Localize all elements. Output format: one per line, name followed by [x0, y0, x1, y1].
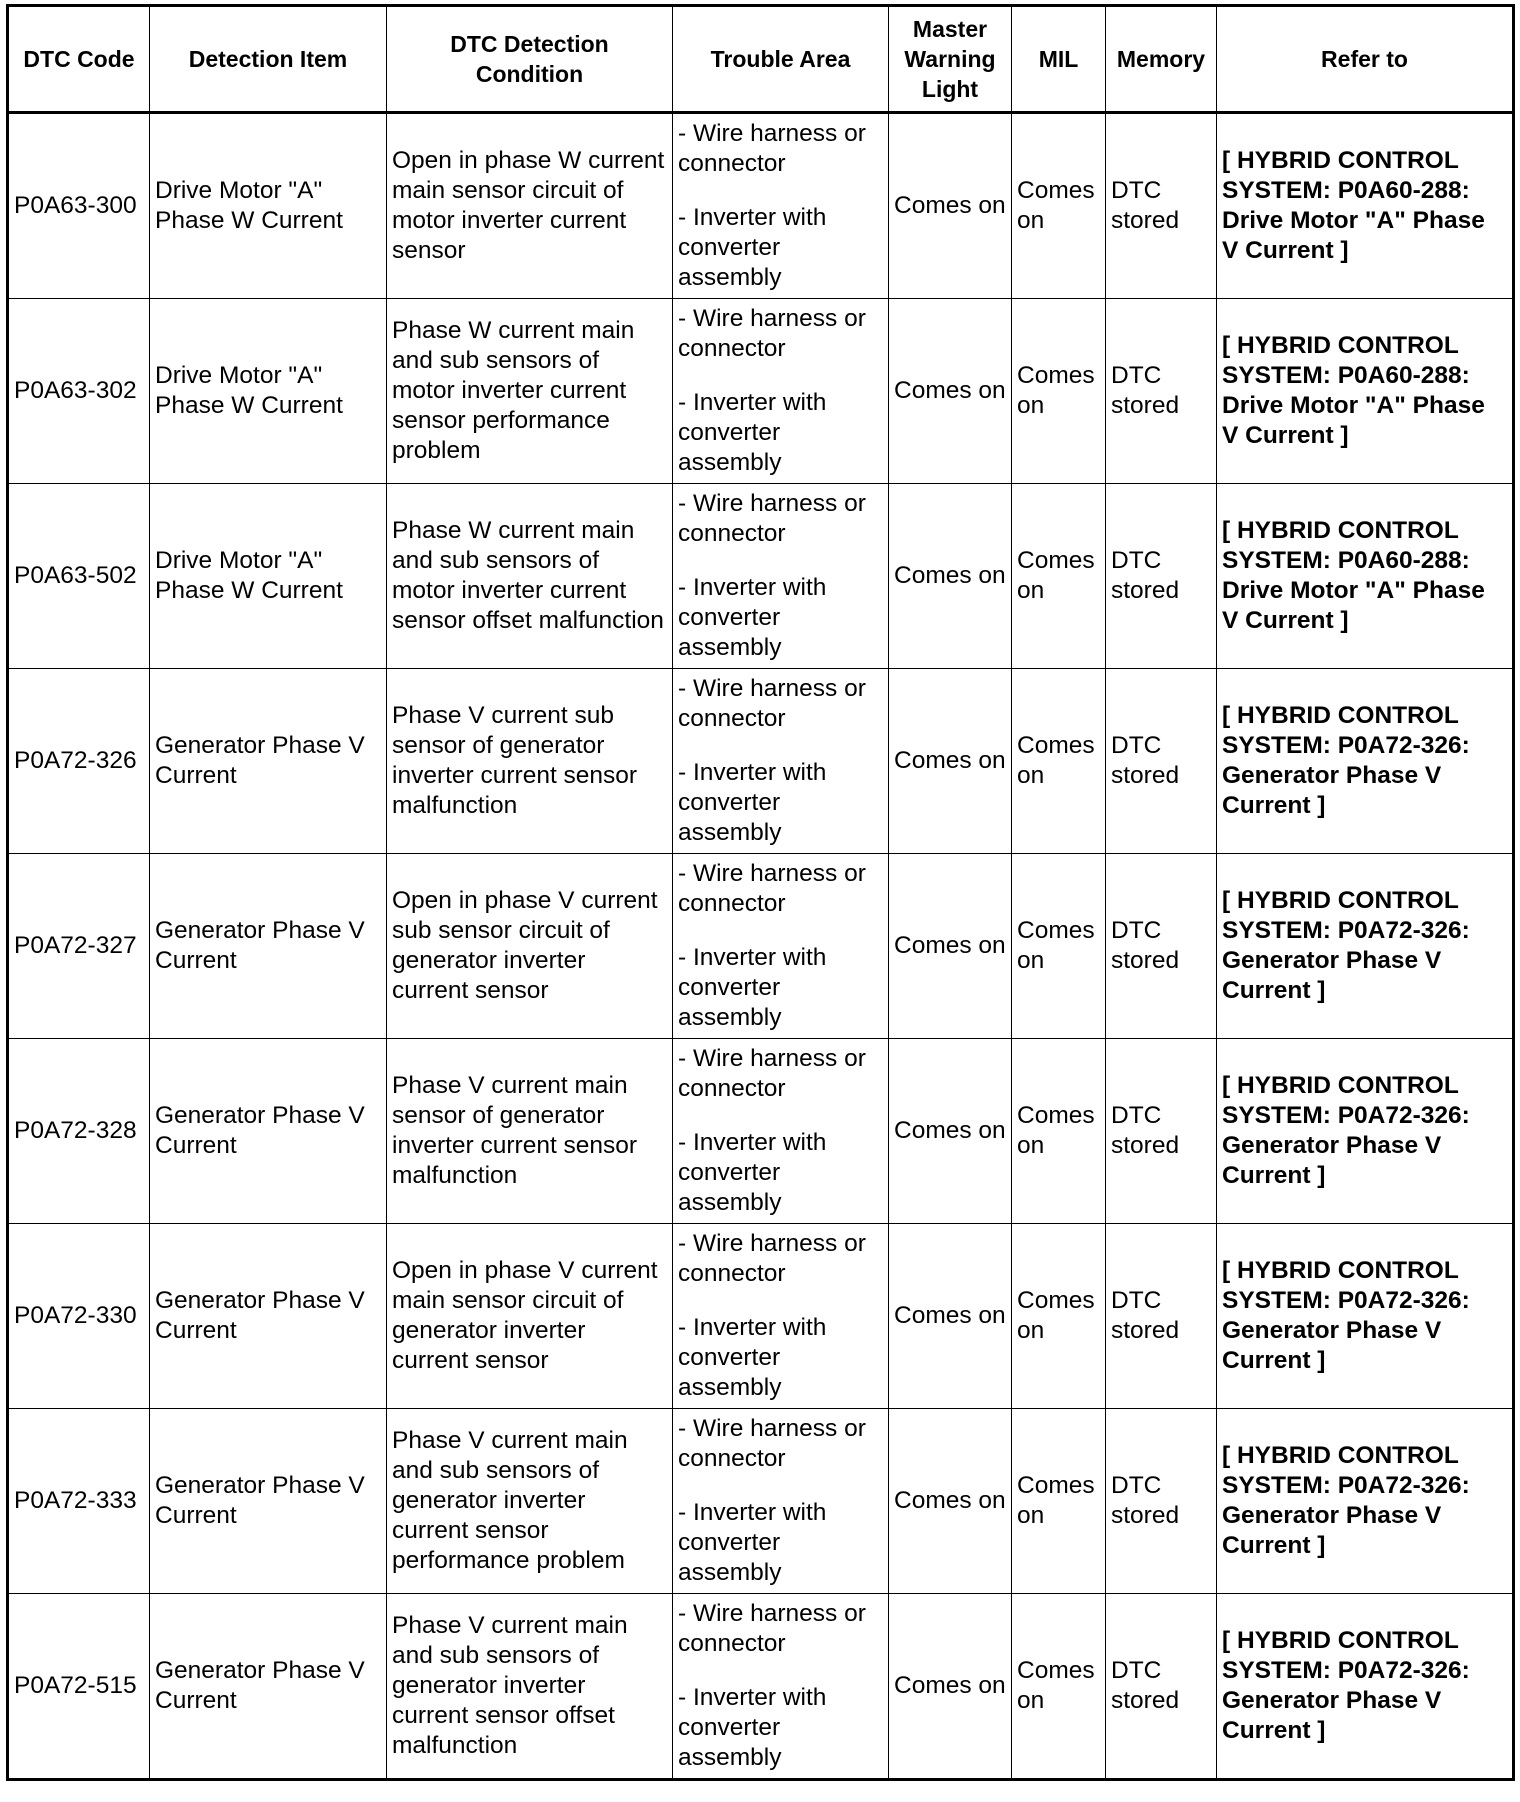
table-row [8, 484, 1514, 669]
cell-dtc-code: P0A72-330 [8, 1224, 150, 1409]
cell-dtc-code: P0A72-327 [8, 854, 150, 1039]
cell-detection-item: Generator Phase V Current [150, 1224, 387, 1409]
cell-dtc-code: P0A63-502 [8, 484, 150, 669]
cell-trouble-area [673, 854, 889, 1039]
cell-master-warning-light: Comes on [889, 854, 1012, 1039]
cell-mil: Comes on [1012, 669, 1106, 854]
header-row [8, 6, 1514, 113]
cell-detection-condition: Phase V current main and sub sensors of generator inverter current sensor offset malfunction [387, 1594, 673, 1780]
cell-mil: Comes on [1012, 1409, 1106, 1594]
cell-refer-to: [ HYBRID CONTROL SYSTEM: P0A60-288: Drive Motor "A" Phase V Current ] [1217, 484, 1514, 669]
cell-trouble-area [673, 113, 889, 299]
cell-dtc-code: P0A72-333 [8, 1409, 150, 1594]
trouble-area-wire: - Wire harness or connector [678, 1415, 866, 1472]
cell-memory: DTC stored [1106, 669, 1217, 854]
cell-refer-to: [ HYBRID CONTROL SYSTEM: P0A72-326: Generator Phase V Current ] [1217, 669, 1514, 854]
table-body [8, 113, 1514, 1780]
cell-trouble-area [673, 669, 889, 854]
trouble-area-wire: - Wire harness or connector [678, 1230, 866, 1287]
cell-detection-condition: Open in phase W current main sensor circuit of motor inverter current sensor [387, 113, 673, 299]
cell-master-warning-light: Comes on [889, 1594, 1012, 1780]
header-detection-item: Detection Item [150, 6, 387, 113]
cell-dtc-code: P0A63-300 [8, 113, 150, 299]
cell-trouble-area [673, 1224, 889, 1409]
cell-dtc-code: P0A72-326 [8, 669, 150, 854]
dtc-table-container [6, 4, 1515, 1781]
cell-detection-condition: Phase V current main and sub sensors of generator inverter current sensor performance problem [387, 1409, 673, 1594]
cell-refer-to: [ HYBRID CONTROL SYSTEM: P0A72-326: Generator Phase V Current ] [1217, 1594, 1514, 1780]
cell-memory: DTC stored [1106, 1039, 1217, 1224]
cell-detection-item: Generator Phase V Current [150, 1039, 387, 1224]
cell-detection-condition: Phase V current sub sensor of generator inverter current sensor malfunction [387, 669, 673, 854]
cell-memory: DTC stored [1106, 484, 1217, 669]
cell-trouble-area [673, 1594, 889, 1780]
cell-mil: Comes on [1012, 854, 1106, 1039]
cell-memory: DTC stored [1106, 299, 1217, 484]
cell-trouble-area [673, 299, 889, 484]
cell-detection-item: Drive Motor "A" Phase W Current [150, 113, 387, 299]
cell-master-warning-light: Comes on [889, 299, 1012, 484]
cell-master-warning-light: Comes on [889, 1039, 1012, 1224]
table-row [8, 299, 1514, 484]
trouble-area-inverter: - Inverter with converter assembly [678, 204, 827, 291]
dtc-table [6, 4, 1515, 1781]
header-mil: MIL [1012, 6, 1106, 113]
trouble-area-inverter: - Inverter with converter assembly [678, 944, 827, 1031]
trouble-area-inverter: - Inverter with converter assembly [678, 1314, 827, 1401]
trouble-area-wire: - Wire harness or connector [678, 120, 866, 177]
cell-refer-to: [ HYBRID CONTROL SYSTEM: P0A60-288: Drive Motor "A" Phase V Current ] [1217, 299, 1514, 484]
cell-dtc-code: P0A72-328 [8, 1039, 150, 1224]
cell-trouble-area [673, 1039, 889, 1224]
cell-detection-condition: Open in phase V current sub sensor circuit of generator inverter current sensor [387, 854, 673, 1039]
cell-detection-item: Generator Phase V Current [150, 854, 387, 1039]
trouble-area-wire: - Wire harness or connector [678, 305, 866, 362]
table-header [8, 6, 1514, 113]
cell-dtc-code: P0A63-302 [8, 299, 150, 484]
cell-refer-to: [ HYBRID CONTROL SYSTEM: P0A72-326: Generator Phase V Current ] [1217, 1224, 1514, 1409]
trouble-area-inverter: - Inverter with converter assembly [678, 574, 827, 661]
cell-refer-to: [ HYBRID CONTROL SYSTEM: P0A72-326: Generator Phase V Current ] [1217, 854, 1514, 1039]
header-memory: Memory [1106, 6, 1217, 113]
header-refer-to: Refer to [1217, 6, 1514, 113]
table-row [8, 113, 1514, 299]
table-row [8, 854, 1514, 1039]
cell-master-warning-light: Comes on [889, 1224, 1012, 1409]
cell-detection-condition: Open in phase V current main sensor circuit of generator inverter current sensor [387, 1224, 673, 1409]
trouble-area-inverter: - Inverter with converter assembly [678, 1684, 827, 1771]
cell-trouble-area [673, 1409, 889, 1594]
cell-trouble-area [673, 484, 889, 669]
header-trouble-area: Trouble Area [673, 6, 889, 113]
cell-refer-to: [ HYBRID CONTROL SYSTEM: P0A72-326: Generator Phase V Current ] [1217, 1039, 1514, 1224]
cell-detection-condition: Phase W current main and sub sensors of motor inverter current sensor performance problem [387, 299, 673, 484]
cell-memory: DTC stored [1106, 113, 1217, 299]
cell-refer-to: [ HYBRID CONTROL SYSTEM: P0A72-326: Generator Phase V Current ] [1217, 1409, 1514, 1594]
cell-detection-item: Drive Motor "A" Phase W Current [150, 299, 387, 484]
cell-mil: Comes on [1012, 1224, 1106, 1409]
cell-detection-item: Generator Phase V Current [150, 1594, 387, 1780]
header-master-warning-light: Master Warning Light [889, 6, 1012, 113]
table-row [8, 669, 1514, 854]
header-dtc-code: DTC Code [8, 6, 150, 113]
cell-mil: Comes on [1012, 299, 1106, 484]
cell-detection-condition: Phase W current main and sub sensors of motor inverter current sensor offset malfunction [387, 484, 673, 669]
cell-memory: DTC stored [1106, 854, 1217, 1039]
cell-master-warning-light: Comes on [889, 669, 1012, 854]
table-row [8, 1039, 1514, 1224]
cell-detection-item: Generator Phase V Current [150, 1409, 387, 1594]
cell-mil: Comes on [1012, 1594, 1106, 1780]
table-row [8, 1224, 1514, 1409]
table-row [8, 1594, 1514, 1780]
table-row [8, 1409, 1514, 1594]
cell-detection-condition: Phase V current main sensor of generator inverter current sensor malfunction [387, 1039, 673, 1224]
cell-master-warning-light: Comes on [889, 113, 1012, 299]
trouble-area-wire: - Wire harness or connector [678, 860, 866, 917]
trouble-area-inverter: - Inverter with converter assembly [678, 389, 827, 476]
cell-mil: Comes on [1012, 113, 1106, 299]
cell-detection-item: Drive Motor "A" Phase W Current [150, 484, 387, 669]
cell-master-warning-light: Comes on [889, 484, 1012, 669]
trouble-area-inverter: - Inverter with converter assembly [678, 759, 827, 846]
cell-detection-item: Generator Phase V Current [150, 669, 387, 854]
trouble-area-wire: - Wire harness or connector [678, 1045, 866, 1102]
cell-mil: Comes on [1012, 1039, 1106, 1224]
cell-memory: DTC stored [1106, 1224, 1217, 1409]
cell-memory: DTC stored [1106, 1409, 1217, 1594]
trouble-area-wire: - Wire harness or connector [678, 675, 866, 732]
trouble-area-wire: - Wire harness or connector [678, 490, 866, 547]
cell-dtc-code: P0A72-515 [8, 1594, 150, 1780]
cell-refer-to: [ HYBRID CONTROL SYSTEM: P0A60-288: Drive Motor "A" Phase V Current ] [1217, 113, 1514, 299]
cell-memory: DTC stored [1106, 1594, 1217, 1780]
trouble-area-inverter: - Inverter with converter assembly [678, 1129, 827, 1216]
trouble-area-inverter: - Inverter with converter assembly [678, 1499, 827, 1586]
header-detection-condition: DTC Detection Condition [387, 6, 673, 113]
cell-master-warning-light: Comes on [889, 1409, 1012, 1594]
trouble-area-wire: - Wire harness or connector [678, 1600, 866, 1657]
cell-mil: Comes on [1012, 484, 1106, 669]
